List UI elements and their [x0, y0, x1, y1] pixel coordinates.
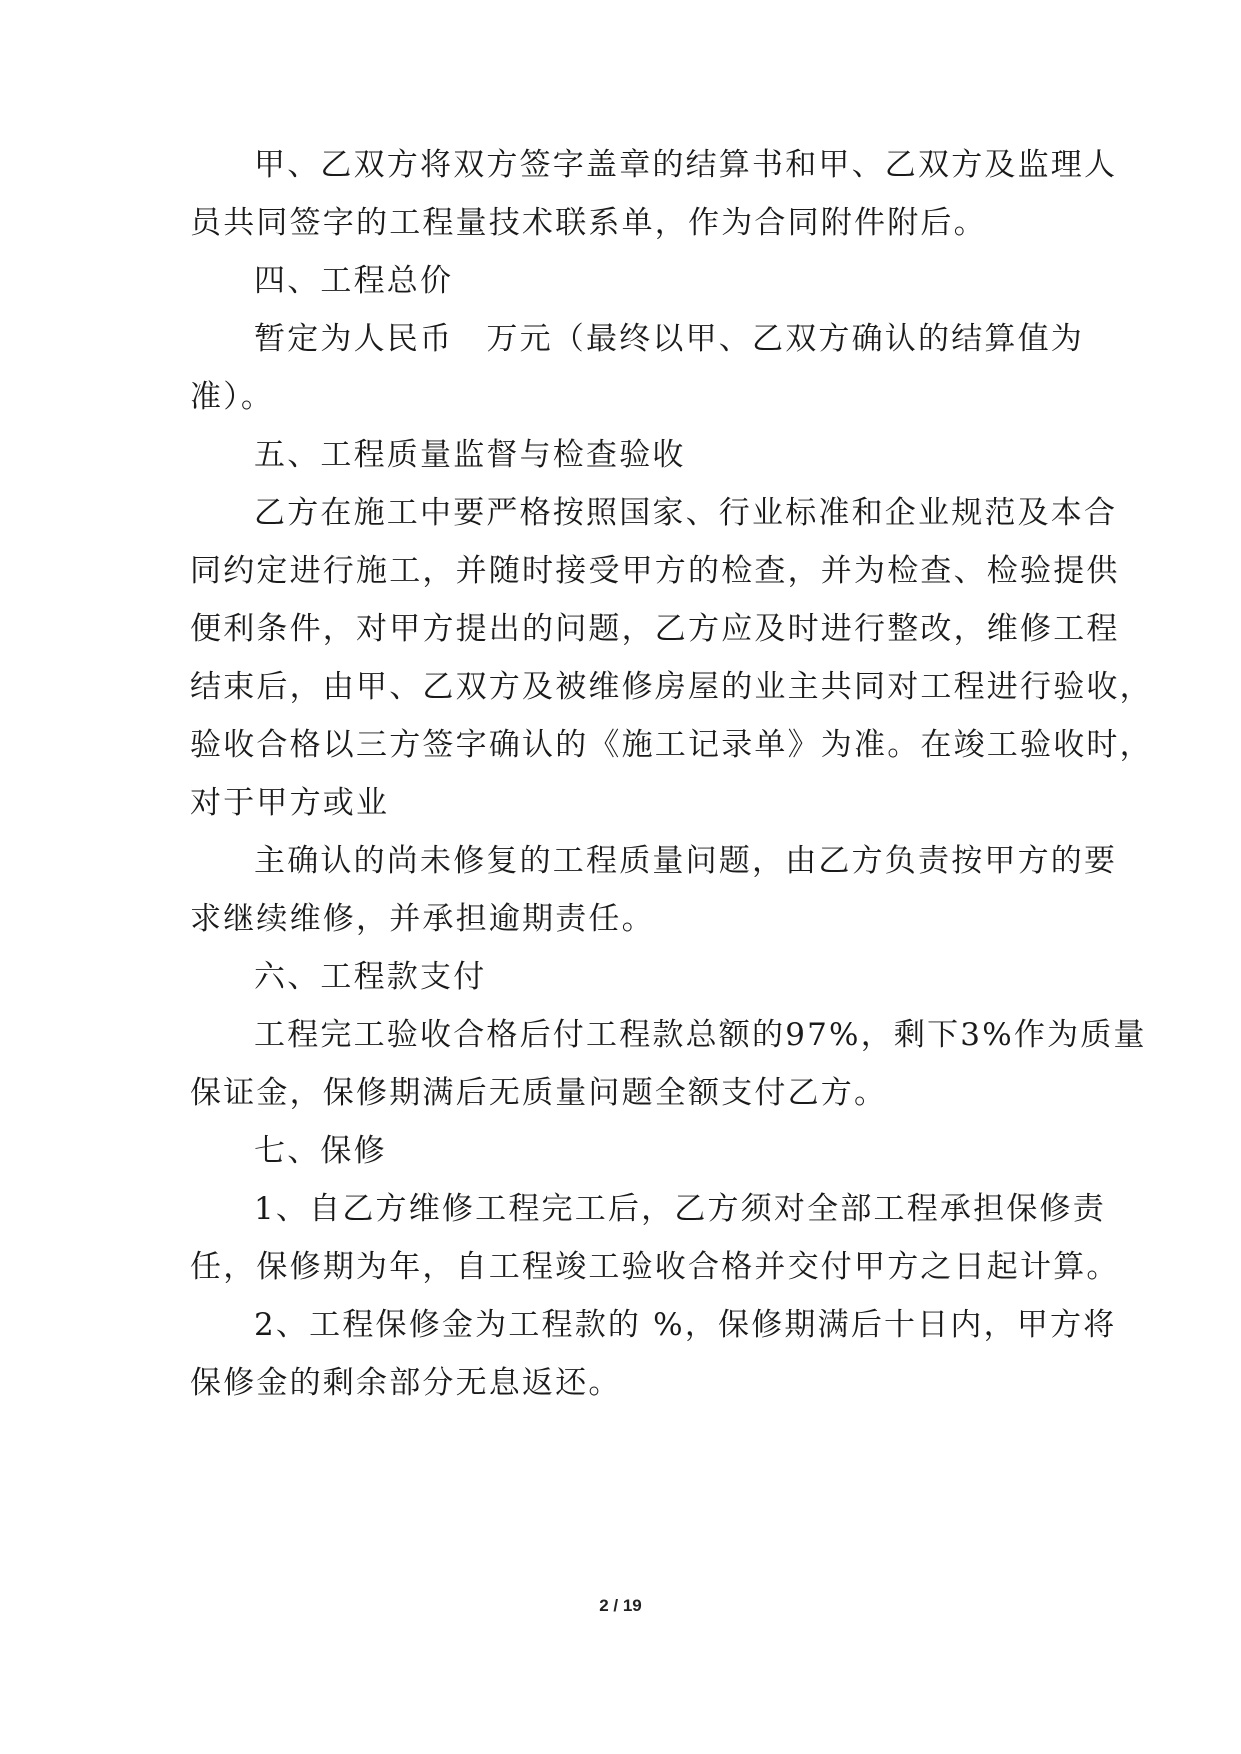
paragraph-line: 甲、乙双方将双方签字盖章的结算书和甲、乙双方及监理人 — [254, 147, 1118, 183]
section-heading: 六、工程款支付 — [254, 959, 487, 995]
paragraph-line: 验收合格以三方签字确认的《施工记录单》为准。在竣工验收时， — [190, 727, 1153, 763]
section-heading: 七、保修 — [254, 1133, 387, 1169]
paragraph-line: 便利条件，对甲方提出的问题，乙方应及时进行整改，维修工程 — [190, 611, 1120, 647]
paragraph-line: 保证金，保修期满后无质量问题全额支付乙方。 — [190, 1075, 888, 1111]
paragraph-line: 任，保修期为年，自工程竣工验收合格并交付甲方之日起计算。 — [190, 1249, 1120, 1285]
paragraph-line: 乙方在施工中要严格按照国家、行业标准和企业规范及本合 — [254, 495, 1118, 531]
section-heading: 四、工程总价 — [254, 263, 454, 299]
paragraph-line: 对于甲方或业 — [190, 785, 390, 821]
paragraph-line: 暂定为人民币 万元（最终以甲、乙双方确认的结算值为 — [254, 321, 1084, 357]
paragraph-line: 2、工程保修金为工程款的 %，保修期满后十日内，甲方将 — [254, 1307, 1117, 1343]
section-heading: 五、工程质量监督与检查验收 — [254, 437, 686, 473]
paragraph-line: 同约定进行施工，并随时接受甲方的检查，并为检查、检验提供 — [190, 553, 1120, 589]
paragraph-line: 主确认的尚未修复的工程质量问题，由乙方负责按甲方的要 — [254, 843, 1118, 879]
paragraph-line: 1、自乙方维修工程完工后，乙方须对全部工程承担保修责 — [254, 1191, 1106, 1227]
paragraph-line: 保修金的剩余部分无息返还。 — [190, 1365, 622, 1401]
paragraph-line: 准）。 — [190, 379, 275, 415]
paragraph-line: 工程完工验收合格后付工程款总额的97%，剩下3%作为质量 — [254, 1017, 1147, 1053]
paragraph-line: 求继续维修，并承担逾期责任。 — [190, 901, 655, 937]
paragraph-line: 结束后，由甲、乙双方及被维修房屋的业主共同对工程进行验收， — [190, 669, 1153, 705]
paragraph-line: 员共同签字的工程量技术联系单，作为合同附件附后。 — [190, 205, 987, 241]
page-number: 2 / 19 — [599, 1596, 642, 1615]
